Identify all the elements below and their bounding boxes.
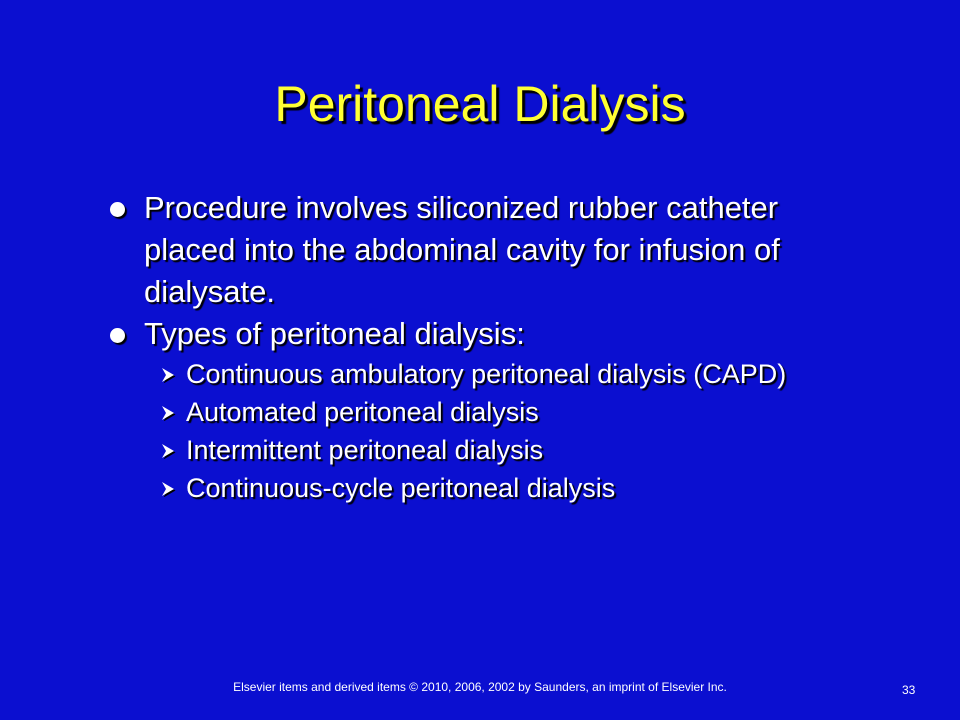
bullet-circle-icon — [110, 328, 125, 343]
sub-bullet-text: Intermittent peritoneal dialysis — [186, 435, 544, 465]
bullet-item-procedure — [104, 187, 844, 313]
bullet-text: Types of peritoneal dialysis: — [144, 316, 525, 351]
arrowhead-right-icon — [160, 481, 176, 497]
arrowhead-right-icon — [160, 367, 176, 383]
sub-bullet-text: Continuous-cycle peritoneal dialysis — [186, 473, 616, 503]
sub-bullet-item — [144, 393, 844, 431]
arrowhead-right-icon — [160, 443, 176, 459]
sub-bullet-item — [144, 355, 844, 393]
page-number: 33 — [902, 683, 916, 697]
sub-bullet-list — [144, 355, 844, 507]
bullet-text: Procedure involves siliconized rubber catheter placed into the abdominal cavity for infusion of dialysate. — [144, 190, 780, 309]
arrowhead-right-icon — [160, 405, 176, 421]
sub-bullet-text: Automated peritoneal dialysis — [186, 397, 539, 427]
slide-title: Peritoneal Dialysis — [274, 76, 686, 132]
copyright-footer: Elsevier items and derived items © 2010, 2006, 2002 by Saunders, an imprint of Elsevier Inc. — [233, 680, 727, 694]
bullet-item-types — [104, 313, 844, 507]
bullet-circle-icon — [110, 202, 125, 217]
sub-bullet-text: Continuous ambulatory peritoneal dialysis (CAPD) — [186, 359, 787, 389]
sub-bullet-item — [144, 469, 844, 507]
bullet-list — [104, 187, 844, 507]
sub-bullet-item — [144, 431, 844, 469]
